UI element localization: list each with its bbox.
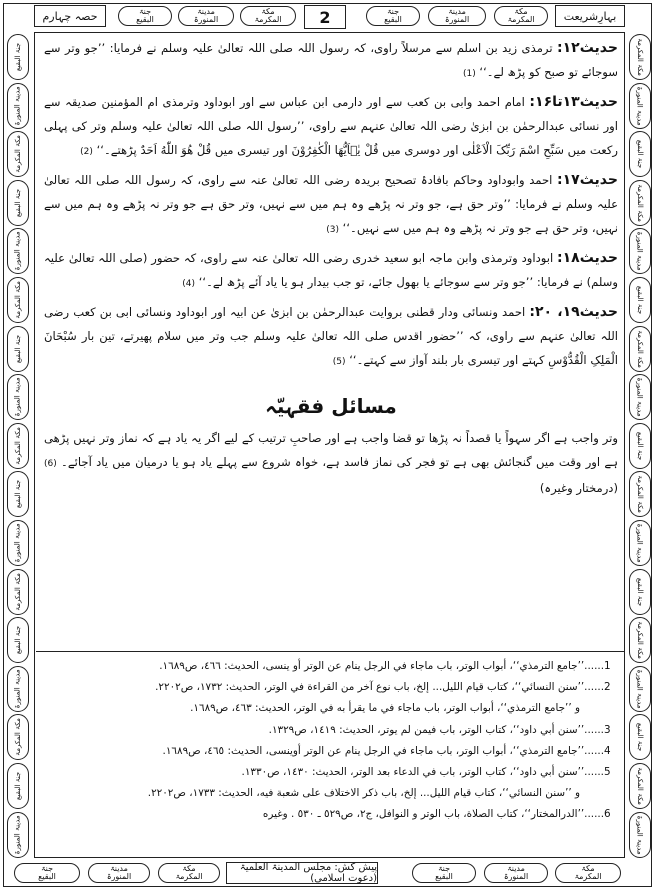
footnote-number: 3: [604, 723, 611, 736]
hadith-17: [44, 168, 618, 242]
side-badge: [629, 569, 651, 615]
side-badge: [629, 666, 651, 712]
footnote-item: [44, 656, 618, 677]
fiqh-text: وتر واجب ہے اگر سہواً یا قصداً نہ پڑھا تو قضا واجب ہے اور صاحبِ ترتیب کے لیے اگر یہ یاد ہے کہ نماز وتر نہیں پڑھی ہے اور وقت میں گنجائش بھی ہے تو فجر کی نماز فاسد ہے، خواہ شروع سے پہلے یاد ہو یا درمیان میں یاد آجائے۔: [44, 431, 618, 469]
side-badge: [7, 180, 29, 226]
side-badge: [629, 228, 651, 274]
side-badge-label: جنۃ البقیع: [636, 285, 644, 315]
footnote-number: 5: [604, 766, 611, 779]
hadith-heading: حدیث۱۸:: [557, 250, 618, 266]
side-badge: [629, 471, 651, 517]
side-badge: [629, 520, 651, 566]
header-badge: جنۃ البقیع: [118, 6, 172, 26]
side-badge-label: مدینۃ المنورۃ: [14, 231, 22, 271]
side-badge: [629, 131, 651, 177]
side-badge-label: مکۃ المکرمۃ: [636, 330, 644, 368]
hadith-13-16: [44, 90, 618, 164]
side-badge: [7, 666, 29, 712]
side-badge: [629, 374, 651, 420]
footnote-marker: (5): [332, 357, 346, 367]
side-badge-label: مدینۃ المنورۃ: [14, 669, 22, 709]
side-badge-label: مکۃ المکرمۃ: [14, 135, 22, 173]
side-badge: [7, 83, 29, 129]
footnote-text: ......’’جامع الترمذي‘‘، أبواب الوتر، باب ماجاء في الرجل ينام عن الوتر أوينسى، الحديث: ٤٦٥، ص١٦٨٩.: [162, 744, 604, 757]
side-badge-label: مدینۃ المنورۃ: [14, 86, 22, 126]
side-badge-label: جنۃ البقیع: [636, 722, 644, 752]
side-badge: [7, 374, 29, 420]
page-number: 2: [304, 5, 346, 29]
hadith-text: ترمذی زید بن اسلم سے مرسلاً راوی، کہ رسول اللہ صلی اللہ تعالیٰ علیہ وسلم نے فرمایا: ’’جو وتر سے سوجائے تو صبح کو پڑھ لے۔‘‘: [44, 41, 618, 79]
footnote-text: ......’’سنن النسائي‘‘، كتاب قيام الليل... إلخ، باب نوع آخر من القراءة في الوتر، الحديث: ١٧٣٢، ص٢٢٠٢.: [155, 681, 604, 694]
footnote-text: ......’’جامع الترمذي‘‘، أبواب الوتر، باب ماجاء في الرجل ينام عن الوتر أو ينسى، الحديث: ٤٦٦، ص١٦٨٩.: [159, 660, 604, 672]
side-badge: [7, 326, 29, 372]
side-badge: [629, 714, 651, 760]
side-badge: [629, 34, 651, 80]
footnote-item: [44, 804, 618, 825]
hadith-18: [44, 246, 618, 296]
footnote-marker: (3): [326, 225, 339, 235]
side-badge-label: مکۃ المکرمۃ: [636, 38, 644, 76]
hadith-text: احمد وابوداود وحاکم بافادۂ تصحیح بریدہ رضی اللہ تعالیٰ عنہ سے راوی، کہ رسول اللہ صلی اللہ تعالیٰ علیہ وسلم نے فرمایا: ’’وتر حق ہے، جو وتر نہ پڑھے وہ ہم میں سے نہیں، وتر حق ہے جو وتر نہ پڑھے وہ ہم میں سے نہیں، وتر حق ہے جو وتر نہ پڑھے وہ ہم میں سے نہیں۔‘‘: [44, 173, 618, 235]
side-badge-label: مکۃ المکرمۃ: [636, 475, 644, 513]
footnote-item: [44, 762, 618, 783]
side-badge-label: مدینۃ المنورۃ: [636, 86, 644, 126]
side-badge-label: مدینۃ المنورۃ: [636, 669, 644, 709]
side-badge: [7, 617, 29, 663]
footer-badge: جنۃ البقیع: [412, 863, 476, 883]
main-text: [44, 36, 618, 504]
footnote-marker: (6): [44, 459, 57, 469]
footnote-item: [44, 698, 618, 719]
side-badge-label: مکۃ المکرمۃ: [14, 281, 22, 319]
side-badge: [7, 763, 29, 809]
side-badge-label: جنۃ البقیع: [14, 334, 22, 364]
footnote-text: و ’’سنن النسائي‘‘، كتاب قيام الليل... إلخ، باب ذكر الاختلاف على شعبة فيه، الحديث: ١٧٣٣، ص٢٢٠٢.: [147, 787, 580, 800]
side-badge: [7, 714, 29, 760]
side-badge: [7, 812, 29, 858]
side-badge-label: جنۃ البقیع: [14, 42, 22, 72]
side-badge-label: مدینۃ المنورۃ: [14, 523, 22, 563]
hadith-12: [44, 36, 618, 86]
fiqh-paragraph: [44, 426, 618, 500]
side-badge: [629, 763, 651, 809]
part-title: حصہ چہارم: [34, 5, 106, 27]
side-badge: [629, 83, 651, 129]
side-badge: [7, 228, 29, 274]
side-badge-label: مدینۃ المنورۃ: [636, 815, 644, 855]
side-badge-label: مدینۃ المنورۃ: [636, 231, 644, 271]
footnote-item: [44, 783, 618, 804]
footnote-number: 6: [604, 808, 611, 821]
hadith-heading: حدیث۱۹، ۲۰:: [529, 304, 618, 320]
side-badge-label: جنۃ البقیع: [14, 188, 22, 218]
hadith-heading: حدیث۱۲:: [557, 40, 618, 56]
side-badge: [7, 34, 29, 80]
side-badge-label: مکۃ المکرمۃ: [636, 621, 644, 659]
side-badge-label: جنۃ البقیع: [636, 431, 644, 461]
footnote-text: و ’’جامع الترمذي‘‘، أبواب الوتر، باب ماجاء في ما يقرأ به في الوتر، الحديث: ٤٦٣، ص١٦٨٩.: [190, 702, 580, 715]
side-badge-label: جنۃ البقیع: [14, 625, 22, 655]
footnote-item: [44, 677, 618, 698]
hadith-text: امام احمد وابی بن کعب سے اور دارمی ابن عباس سے اور ابوداود وترمذی ام المؤمنین صدیقہ سے اور نسائی عبدالرحمٰن بن ابزیٰ رضی اللہ تعالیٰ عنہم سے راوی، ’’رسول اللہ صلی اللہ تعالیٰ علیہ وسلم وتر کی پہلی رکعت میں سَبِّحِ اسْمَ رَبِّکَ الْاَعْلٰی اور دوسری میں قُلْ یٰۤاَیُّهَا الْکٰفِرُوْنَ اور تیسری میں قُلْ هُوَ اللّٰهُ اَحَدٌ پڑھتے۔‘‘: [44, 95, 618, 157]
side-badge: [7, 569, 29, 615]
footer-badge: مدینۃ المنورۃ: [88, 863, 150, 883]
side-badge: [7, 471, 29, 517]
header-badge: مکۃ المکرمۃ: [240, 6, 296, 26]
hadith-text: ابوداود وترمذی وابن ماجہ ابو سعید خدری رضی اللہ تعالیٰ عنہ سے راوی، کہ حضور (صلی اللہ تعالیٰ علیہ وسلم) نے فرمایا: ’’جو وتر سے سوجائے یا بھول جائے، تو جب بیدار ہو یا یاد آئے پڑھ لے۔‘‘: [44, 251, 618, 289]
side-badge: [629, 812, 651, 858]
header-badge: مدینۃ المنورۃ: [178, 6, 234, 26]
side-badge-label: جنۃ البقیع: [14, 771, 22, 801]
header-badge: مکۃ المکرمۃ: [494, 6, 548, 26]
hadith-text: احمد ونسائی ودار قطنی بروایت عبدالرحمٰن بن ابزیٰ عن ابیہ اور ابوداود ونسائی ابی بن کعب رضی اللہ تعالیٰ عنہم سے راوی، کہ ’’حضور اقدس صلی اللہ تعالیٰ علیہ وسلم جب وتر میں سلام پھیرتے، تین بار سُبْحَانَ الْمَلِکِ الْقُدُّوْسِ کہتے اور تیسری بار بلند آواز سے کہتے۔‘‘: [44, 305, 618, 367]
footer-badge: جنۃ البقیع: [14, 863, 80, 883]
side-badge-label: مکۃ المکرمۃ: [636, 767, 644, 805]
side-badge: [629, 277, 651, 323]
section-title: مسائل فقہیّہ: [265, 394, 397, 418]
side-badge-label: جنۃ البقیع: [636, 577, 644, 607]
footnotes: [44, 656, 618, 826]
side-badge-label: مکۃ المکرمۃ: [14, 718, 22, 756]
footnote-text: ......’’سنن أبي داود‘‘، كتاب الوتر، باب في الدعاء بعد الوتر، الحديث: ١٤٣٠، ص١٣٣٠.: [241, 766, 604, 779]
side-badge: [7, 277, 29, 323]
side-badge-label: مکۃ المکرمۃ: [14, 573, 22, 611]
side-badge: [629, 617, 651, 663]
hadith-19-20: [44, 300, 618, 374]
side-badge: [7, 131, 29, 177]
side-badge-label: مکۃ المکرمۃ: [14, 427, 22, 465]
side-badge-label: مدینۃ المنورۃ: [14, 815, 22, 855]
hadith-heading: حدیث۱۷:: [557, 172, 618, 188]
side-badge-label: جنۃ البقیع: [636, 139, 644, 169]
footnote-text: ......’’سنن أبي داود‘‘، كتاب الوتر، باب فيمن لم يوتر، الحديث: ١٤١٩، ص١٣٢٩.: [268, 723, 604, 736]
footnote-item: [44, 741, 618, 762]
publisher-credit: پیش کش: مجلس المدینۃ العلمیۃ (دعوت اسلامی): [226, 862, 378, 884]
side-badge-label: مدینۃ المنورۃ: [636, 523, 644, 563]
header-badge: جنۃ البقیع: [366, 6, 420, 26]
side-badge: [7, 520, 29, 566]
footnote-marker: (4): [182, 279, 196, 289]
footnote-divider: [36, 651, 624, 652]
header-badge: مدینۃ المنورۃ: [428, 6, 486, 26]
book-title: بہارِشریعت: [555, 5, 625, 27]
footer-badge: مکۃ المکرمۃ: [158, 863, 220, 883]
footnote-item: [44, 720, 618, 741]
fiqh-source: (درمختار وغیرہ): [539, 481, 618, 495]
footnote-text: ......’’الدرالمختار‘‘، كتاب الصلاة، باب الوتر و النوافل، ج٢، ص٥٢٩ ـ ٥٣٠ . وغيره: [262, 808, 604, 821]
side-badge-label: جنۃ البقیع: [14, 479, 22, 509]
side-badge: [629, 423, 651, 469]
footnote-marker: (2): [80, 147, 93, 157]
footnote-number: 4: [604, 744, 611, 757]
footnote-number: 1: [604, 660, 611, 672]
hadith-heading: حدیث۱۳تا۱۶:: [529, 94, 618, 110]
footnote-number: 2: [604, 681, 611, 694]
side-badge-label: مدینۃ المنورۃ: [14, 377, 22, 417]
side-badge-label: مدینۃ المنورۃ: [636, 377, 644, 417]
side-badge: [7, 423, 29, 469]
side-badge-label: مکۃ المکرمۃ: [636, 184, 644, 222]
side-badge: [629, 326, 651, 372]
footnote-marker: (1): [462, 69, 476, 79]
footer-badge: مدینۃ المنورۃ: [484, 863, 548, 883]
side-badge: [629, 180, 651, 226]
footer-badge: مکۃ المکرمۃ: [555, 863, 621, 883]
